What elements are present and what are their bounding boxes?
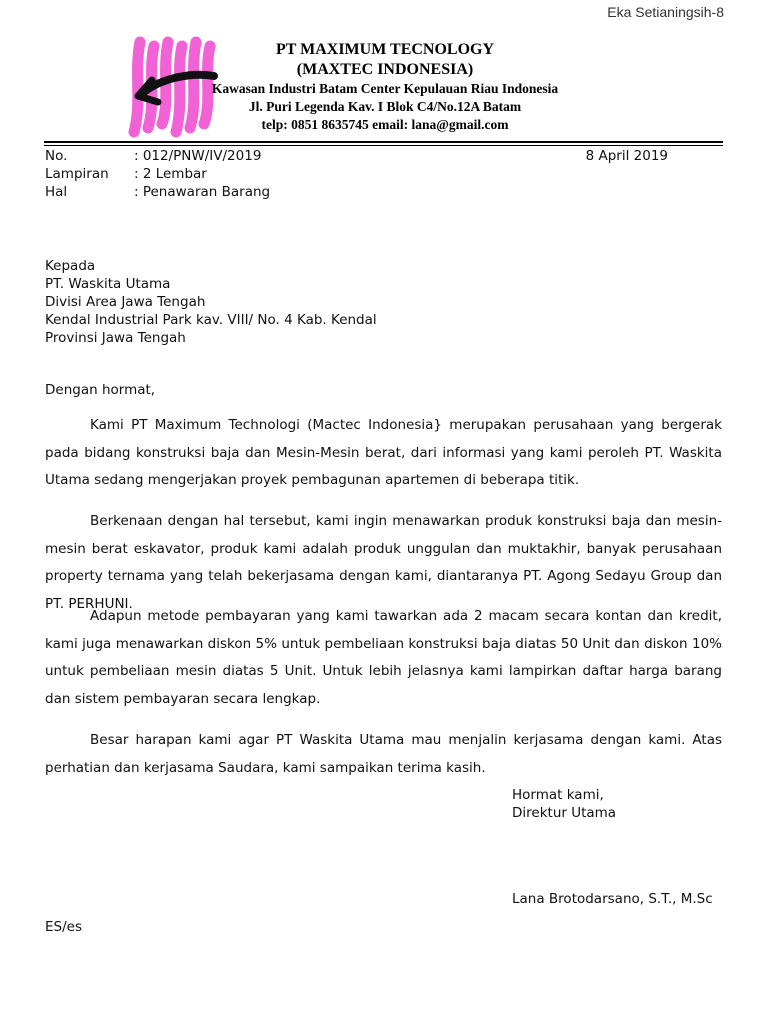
- signer-name: Lana Brotodarsano, S.T., M.Sc: [512, 891, 713, 907]
- recipient-block: [45, 257, 645, 347]
- paragraph-offer: Berkenaan dengan hal tersebut, kami ingin menawarkan produk konstruksi baja dan mesin-mesin berat eskavator, produk kami adalah produk unggulan dan muktakhir, banyak perusahaan property ternama yang telah bekerjasama dengan kami, diantaranya PT. Agong Sedayu Group dan PT. PERHUNI.: [45, 513, 722, 612]
- number-value: : 012/PNW/IV/2019: [134, 148, 262, 164]
- attachment-value: : 2 Lembar: [134, 166, 207, 182]
- closing-title: Direktur Utama: [512, 805, 617, 821]
- number-label: No.: [45, 148, 68, 164]
- letterhead-divider-thin: [44, 145, 723, 146]
- company-alias: (MAXTEC INDONESIA): [296, 61, 474, 78]
- letterhead-divider: [44, 141, 723, 143]
- recipient-name: PT. Waskita Utama: [45, 276, 171, 292]
- contact-line: telp: 0851 8635745 email: lana@gmail.com: [261, 117, 509, 132]
- company-name: PT MAXIMUM TECNOLOGY: [275, 41, 495, 58]
- initials: ES/es: [45, 919, 82, 935]
- recipient-province: Provinsi Jawa Tengah: [45, 330, 186, 346]
- address-line-1: Kawasan Industri Batam Center Kepulauan Riau Indonesia: [211, 81, 559, 96]
- paragraph-closing: Besar harapan kami agar PT Waskita Utama mau menjalin kerjasama dengan kami. Atas perhatian dan kerjasama Saudara, kami sampaikan terima kasih.: [45, 732, 722, 776]
- letter-meta: [45, 147, 725, 201]
- logo-stripe: [134, 42, 140, 132]
- attachment-label: Lampiran: [45, 166, 109, 182]
- recipient-address: Kendal Industrial Park kav. VIII/ No. 4 Kab. Kendal: [45, 312, 377, 328]
- letter-date: 8 April 2019: [585, 148, 668, 164]
- paragraph-payment: Adapun metode pembayaran yang kami tawarkan ada 2 macam secara kontan dan kredit, kami juga menawarkan diskon 5% untuk pembeliaan konstruksi baja diatas 50 Unit dan diskon 10% untuk pembeliaan mesin diatas 5 Unit. Untuk lebih jelasnya kami lampirkan daftar harga barang dan sistem pembayaran secara lengkap.: [45, 608, 722, 707]
- meta-attachment-row: [45, 165, 725, 183]
- subject-value: : Penawaran Barang: [134, 184, 271, 200]
- recipient-division: Divisi Area Jawa Tengah: [45, 294, 206, 310]
- author-tag: Eka Setianingsih-8: [607, 4, 724, 20]
- recipient-to: Kepada: [45, 258, 96, 274]
- closing-block: [512, 786, 616, 822]
- paragraph-intro: Kami PT Maximum Technologi (Mactec Indonesia} merupakan perusahaan yang bergerak pada bidang konstruksi baja dan Mesin-Mesin berat, dari informasi yang kami peroleh PT. Waskita Utama sedang mengerjakan proyek pembagunan apartemen di beberapa titik.: [45, 417, 722, 488]
- letterhead: [180, 40, 590, 134]
- closing-regards: Hormat kami,: [512, 787, 604, 803]
- meta-subject-row: [45, 183, 725, 201]
- address-line-2: Jl. Puri Legenda Kav. I Blok C4/No.12A Batam: [248, 99, 522, 114]
- subject-label: Hal: [45, 184, 68, 200]
- greeting: Dengan hormat,: [45, 382, 156, 398]
